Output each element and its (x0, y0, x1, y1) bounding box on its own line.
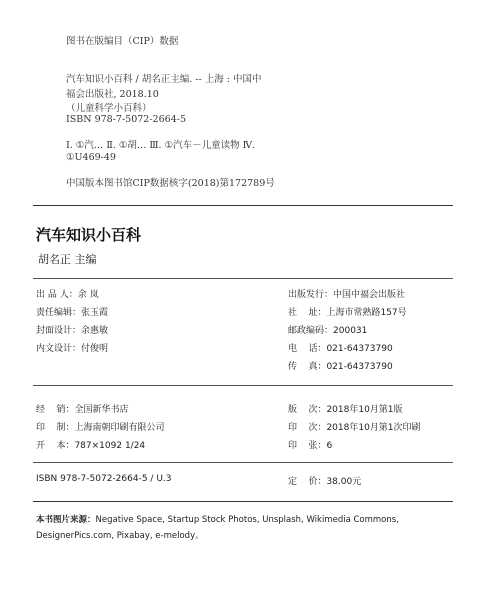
publisher-address: 社 址：上海市常熟路157号 (288, 308, 407, 318)
cip-line-4: ISBN 978-7-5072-2664-5 (66, 114, 186, 125)
divider-title (33, 278, 453, 279)
print-impression: 印 次：2018年10月第1次印刷 (288, 423, 421, 433)
isbn-code: ISBN 978-7-5072-2664-5 / U.3 (36, 474, 172, 484)
print-sheets: 印 张：6 (288, 441, 333, 451)
publisher-postcode: 邮政编码：200031 (288, 326, 368, 336)
divider-top (33, 205, 453, 206)
staff-interior-design: 内文设计：付俊明 (36, 344, 109, 354)
cip-line-1: 汽车知识小百科 / 胡名正主编. -- 上海 : 中国中 (66, 74, 262, 85)
publisher-fax: 传 真：021-64373790 (288, 362, 393, 372)
staff-cover-design: 封面设计：余惠敏 (36, 326, 109, 336)
staff-editor: 责任编辑：张玉霞 (36, 308, 109, 318)
staff-producer: 出 品 人：余 岚 (36, 290, 99, 300)
publisher-phone: 电 话：021-64373790 (288, 344, 393, 354)
book-title: 汽车知识小百科 (36, 226, 142, 244)
print-distributor: 经 销：全国新华书店 (36, 405, 129, 415)
divider-bottom (33, 501, 453, 502)
publisher-distribution: 出版发行：中国中福会出版社 (288, 290, 406, 300)
print-printer: 印 制：上海南朝印刷有限公司 (36, 423, 165, 433)
book-author: 胡名正 主编 (38, 253, 97, 266)
cip-line-5: Ⅰ. ①汽… Ⅱ. ①胡… Ⅲ. ①汽车－儿童读物 Ⅳ. (66, 140, 256, 151)
print-edition: 版 次：2018年10月第1版 (288, 405, 403, 415)
cip-line-3: （儿童科学小百科） (66, 103, 152, 114)
cip-header: 图书在版编目（CIP）数据 (66, 36, 179, 47)
image-credits-label: 本书图片来源： (36, 515, 96, 525)
print-format: 开 本：787×1092 1/24 (36, 441, 146, 451)
image-credits-text: Negative Space, Startup Stock Photos, Unsplash, Wikimedia Commons, DesignerPics.com, Pixabay, e-melody。 (36, 515, 399, 541)
image-credits (36, 512, 446, 544)
price: 定 价：38.00元 (288, 477, 362, 487)
cip-record: 中国版本图书馆CIP数据核字(2018)第172789号 (66, 178, 275, 189)
cip-line-6: ①U469-49 (66, 152, 116, 163)
divider-staff (33, 385, 453, 386)
divider-print (33, 462, 453, 463)
cip-line-2: 福会出版社, 2018.10 (66, 89, 159, 100)
